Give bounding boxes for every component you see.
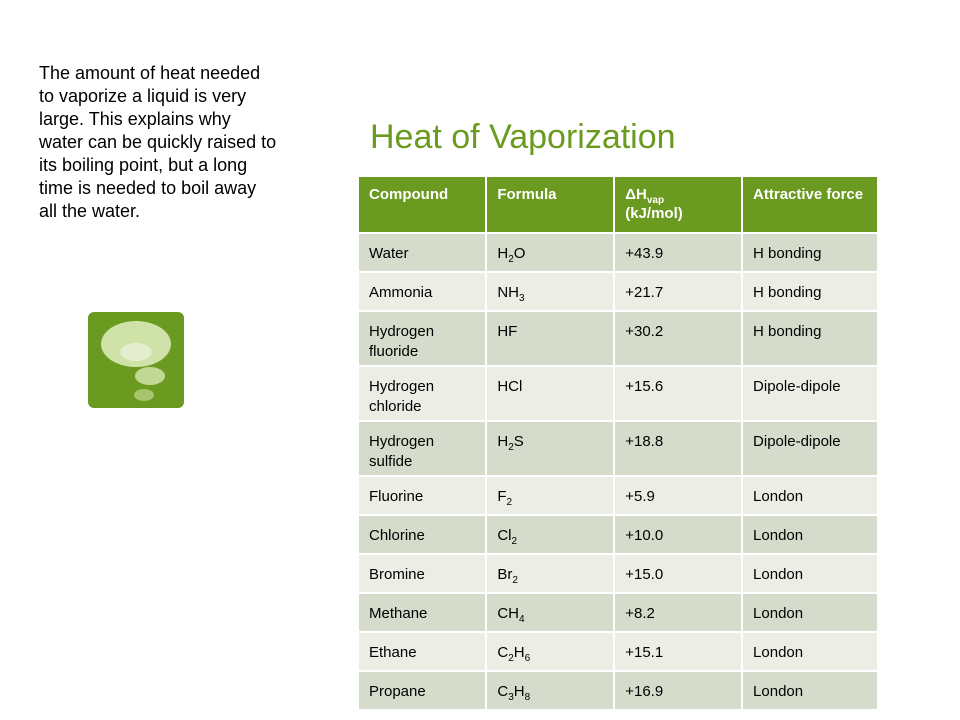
cell-compound: Propane <box>359 671 486 709</box>
formula-element: HF <box>497 323 518 340</box>
formula-element: CH <box>497 605 520 622</box>
formula-element: Cl <box>497 527 512 544</box>
cell-formula <box>486 671 614 709</box>
cell-compound: Ethane <box>359 632 486 671</box>
cell-formula <box>486 476 614 515</box>
cell-enthalpy: +8.2 <box>614 593 742 632</box>
cell-enthalpy: +16.9 <box>614 671 742 709</box>
table-row <box>359 233 878 272</box>
cell-compound: Chlorine <box>359 515 486 554</box>
formula-subscript: 2 <box>511 536 518 547</box>
formula-element: H <box>513 683 525 700</box>
formula-subscript: 3 <box>508 692 514 703</box>
slide-title: Heat of Vaporization <box>370 118 676 156</box>
table-row <box>359 593 878 632</box>
cell-force: London <box>742 593 878 632</box>
table-row <box>359 272 878 311</box>
cell-compound: Hydrogen sulfide <box>359 421 486 476</box>
cell-formula <box>486 366 614 421</box>
formula-element: H <box>513 644 525 661</box>
header-enthalpy-symbol: ΔH <box>625 186 647 203</box>
cell-force: H bonding <box>742 233 878 272</box>
cell-enthalpy: +43.9 <box>614 233 742 272</box>
vaporization-table <box>359 177 879 709</box>
header-formula: Formula <box>486 177 614 233</box>
cell-force: London <box>742 476 878 515</box>
formula-element: NH <box>497 284 520 301</box>
header-force: Attractive force <box>742 177 878 233</box>
formula-element: H <box>497 245 509 262</box>
table-row <box>359 515 878 554</box>
cell-force: London <box>742 515 878 554</box>
cell-compound: Methane <box>359 593 486 632</box>
cell-enthalpy: +18.8 <box>614 421 742 476</box>
formula-element: C <box>497 683 509 700</box>
table-row <box>359 421 878 476</box>
cell-force: London <box>742 671 878 709</box>
cell-enthalpy: +30.2 <box>614 311 742 366</box>
formula-subscript: 2 <box>508 442 514 453</box>
cell-formula <box>486 554 614 593</box>
table-body <box>359 233 878 709</box>
cell-enthalpy: +5.9 <box>614 476 742 515</box>
table-row <box>359 476 878 515</box>
cell-formula <box>486 515 614 554</box>
cell-force: H bonding <box>742 272 878 311</box>
formula-element: O <box>513 245 526 262</box>
formula-subscript: 6 <box>524 653 531 664</box>
header-enthalpy-sub: vap <box>646 195 665 206</box>
cell-compound: Fluorine <box>359 476 486 515</box>
formula-element: HCl <box>497 378 523 395</box>
formula-subscript: 2 <box>508 254 514 265</box>
cell-formula <box>486 593 614 632</box>
cell-compound: Bromine <box>359 554 486 593</box>
body-text: The amount of heat needed to vaporize a liquid is very large. This explains why water can be quickly raised to its boiling point, but a long time is needed to boil away all the water. <box>39 63 277 221</box>
cell-enthalpy: +15.6 <box>614 366 742 421</box>
thought-bubble-icon <box>88 312 184 408</box>
table-header-row <box>359 177 878 233</box>
cell-force: H bonding <box>742 311 878 366</box>
cell-compound: Hydrogen chloride <box>359 366 486 421</box>
formula-subscript: 2 <box>508 653 514 664</box>
formula-element: H <box>497 433 509 450</box>
formula-subscript: 3 <box>519 293 525 304</box>
formula-subscript: 2 <box>512 575 518 586</box>
table-row <box>359 311 878 366</box>
formula-subscript: 4 <box>519 614 525 625</box>
formula-element: C <box>497 644 509 661</box>
header-enthalpy-unit: (kJ/mol) <box>625 205 683 222</box>
cell-enthalpy: +15.0 <box>614 554 742 593</box>
cell-formula <box>486 421 614 476</box>
cell-force: Dipole-dipole <box>742 421 878 476</box>
cell-force: Dipole-dipole <box>742 366 878 421</box>
header-compound: Compound <box>359 177 486 233</box>
cell-compound: Ammonia <box>359 272 486 311</box>
formula-element: Br <box>497 566 513 583</box>
cell-compound: Hydrogen fluoride <box>359 311 486 366</box>
formula-element: S <box>513 433 524 450</box>
table-row <box>359 671 878 709</box>
formula-element: F <box>497 488 507 505</box>
header-enthalpy <box>614 177 742 233</box>
table-row <box>359 554 878 593</box>
cell-formula <box>486 311 614 366</box>
cell-compound: Water <box>359 233 486 272</box>
cell-formula <box>486 632 614 671</box>
formula-subscript: 2 <box>506 497 513 508</box>
cell-enthalpy: +15.1 <box>614 632 742 671</box>
cell-enthalpy: +10.0 <box>614 515 742 554</box>
cell-force: London <box>742 632 878 671</box>
formula-subscript: 8 <box>524 692 531 703</box>
cell-force: London <box>742 554 878 593</box>
cell-enthalpy: +21.7 <box>614 272 742 311</box>
table-row <box>359 366 878 421</box>
cell-formula <box>486 233 614 272</box>
table-row <box>359 632 878 671</box>
cell-formula <box>486 272 614 311</box>
